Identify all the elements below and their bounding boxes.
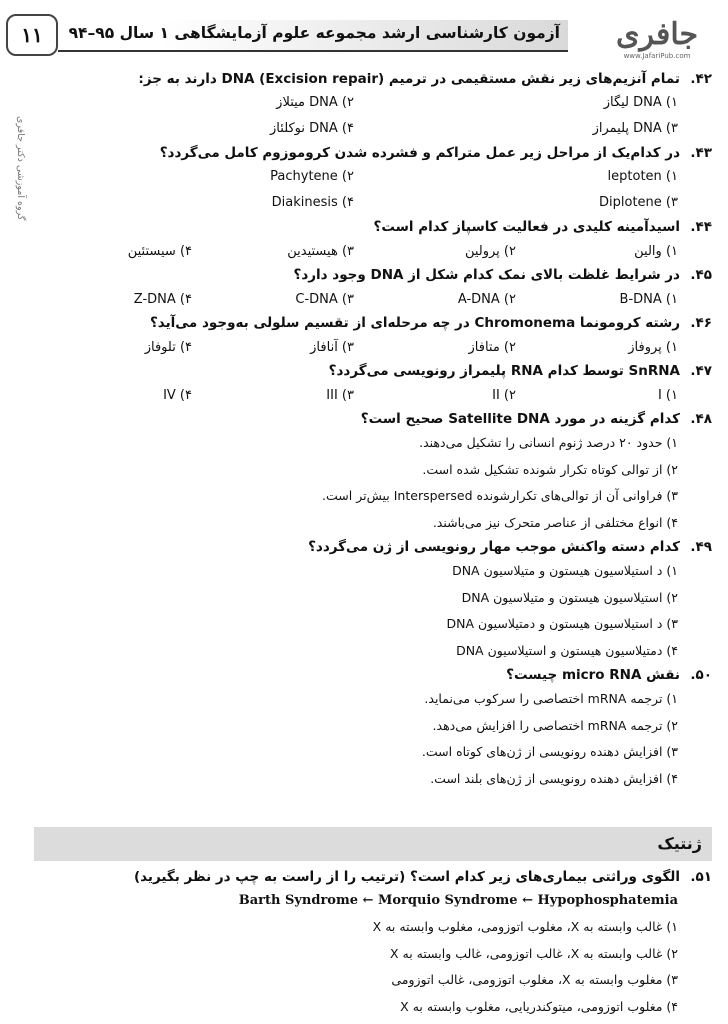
- question-text: [30, 408, 712, 430]
- question-number: ۴۲.: [690, 71, 712, 87]
- question-number: ۴۳.: [690, 145, 712, 161]
- option-2[interactable]: ۲) DNA میتلاز: [276, 95, 354, 110]
- option-2[interactable]: ۲) A-DNA: [457, 291, 516, 307]
- option-3[interactable]: ۳) C-DNA: [295, 291, 354, 307]
- question-number: ۴۴.: [690, 219, 712, 235]
- question-stem: نقش micro RNA چیست؟: [506, 667, 680, 683]
- option-4[interactable]: ۴) DNA نوکلئاز: [270, 121, 354, 136]
- question-stem: الگوی وراثتی بیماری‌های زیر کدام است؟ (ترتیب را از راست به چپ در نظر بگیرید): [133, 869, 680, 885]
- options-list: [30, 334, 712, 360]
- option-3[interactable]: ۳) Diplotene: [599, 195, 678, 210]
- question-block: [30, 536, 712, 664]
- option-1[interactable]: ۱) پروفاز: [628, 339, 678, 355]
- option-2[interactable]: ۲) Pachytene: [270, 169, 354, 184]
- question-block: [30, 142, 712, 216]
- option-3[interactable]: ۳) DNA پلیمراز: [592, 121, 678, 136]
- options-list: [30, 238, 712, 264]
- option-2[interactable]: ۲) II: [492, 387, 516, 403]
- option-1[interactable]: ۱) حدود ۲۰ درصد ژنوم انسانی را تشکیل می‌دهند.: [419, 435, 678, 450]
- options-list: [30, 90, 712, 142]
- side-watermark-text: گروه آموزشی دکتر جافری: [15, 115, 26, 220]
- question-text: [30, 142, 712, 164]
- options-list: [30, 382, 712, 408]
- page-title: آزمون کارشناسی ارشد مجموعه علوم آزمایشگاهی ۱ سال ۹۵–۹۴: [68, 24, 560, 42]
- option-2[interactable]: ۲) ترجمه mRNA اختصاصی را افزایش می‌دهد.: [432, 717, 678, 733]
- options-list: [30, 558, 712, 664]
- question-stem: تمام آنزیم‌های زیر نقش مستقیمی در ترمیم DNA (Excision repair) دارند به جز:: [138, 71, 680, 87]
- option-1[interactable]: ۱) leptoten: [607, 169, 678, 184]
- option-4[interactable]: ۴) Diakinesis: [271, 195, 354, 210]
- page-number: ۱۱: [21, 23, 43, 47]
- question-stem: کدام دسته واکنش موجب مهار رونویسی از ژن می‌گردد؟: [308, 539, 680, 555]
- section-title: ژنتیک: [657, 834, 702, 853]
- option-3[interactable]: ۳) III: [326, 387, 354, 403]
- question-stem: کدام گزینه در مورد Satellite DNA صحیح است؟: [360, 411, 680, 427]
- option-4[interactable]: ۴) دمتیلاسیون هیستون و استیلاسیون DNA: [456, 642, 678, 658]
- option-4[interactable]: ۴) IV: [163, 387, 192, 403]
- question-stem: SnRNA توسط کدام RNA پلیمراز رونویسی می‌گردد؟: [328, 363, 680, 379]
- option-3[interactable]: ۳) هیستیدین: [287, 243, 354, 259]
- question-text: [30, 216, 712, 238]
- question-block: [30, 312, 712, 360]
- question-text: [30, 536, 712, 558]
- question-stem: در کدام‌یک از مراحل زیر عمل متراکم و فشرده شدن کروموزوم کامل می‌گردد؟: [159, 145, 680, 161]
- options-list: [30, 164, 712, 216]
- question-number: ۴۵.: [690, 267, 712, 283]
- question-block: [30, 68, 712, 142]
- question-text: [30, 664, 712, 686]
- option-2[interactable]: ۲) استیلاسیون هیستون و متیلاسیون DNA: [461, 589, 678, 605]
- title-bar: [58, 16, 568, 52]
- question-text: [30, 312, 712, 334]
- questions-list: [30, 68, 712, 792]
- question-number: ۵۰.: [690, 667, 712, 683]
- page-header: [0, 0, 728, 70]
- logo-url: www.JafariPub.com: [623, 52, 691, 60]
- option-3[interactable]: ۳) د استیلاسیون هیستون و دمتیلاسیون DNA: [446, 616, 678, 631]
- question-stem: رشته کرومونما Chromonema در چه مرحله‌ای از تقسیم سلولی به‌وجود می‌آید؟: [149, 315, 680, 331]
- question-text: [30, 360, 712, 382]
- option-1[interactable]: ۱) د استیلاسیون هیستون و متیلاسیون DNA: [452, 563, 678, 578]
- question-number: ۵۱.: [690, 869, 712, 885]
- question-text: [30, 264, 712, 286]
- option-2[interactable]: ۲) پرولین: [464, 243, 516, 259]
- question-stem: در شرایط غلظت بالای نمک کدام شکل از DNA وجود دارد؟: [293, 267, 680, 283]
- option-4[interactable]: ۴) تلوفاز: [144, 339, 192, 355]
- page-number-badge: [6, 14, 58, 56]
- section-header-genetics: [34, 827, 712, 861]
- option-3[interactable]: ۳) مغلوب وابسته به X، مغلوب اتوزومی، غالب اتوزومی: [391, 972, 678, 987]
- options-list: [30, 686, 712, 792]
- options-list: [30, 430, 712, 536]
- option-4[interactable]: ۴) مغلوب اتوزومی، میتوکندریایی، مغلوب وابسته به X: [400, 998, 678, 1014]
- question-number: ۴۸.: [690, 411, 712, 427]
- option-3[interactable]: ۳) فراوانی آن از توالی‌های تکرارشونده Interspersed بیش‌تر است.: [322, 488, 678, 503]
- option-1[interactable]: ۱) B-DNA: [619, 291, 678, 307]
- option-3[interactable]: ۳) افزایش دهنده رونویسی از ژن‌های کوتاه است.: [421, 744, 678, 759]
- question-number: ۴۹.: [690, 539, 712, 555]
- question-text: [30, 68, 712, 90]
- question-51: [30, 866, 712, 1020]
- option-2[interactable]: ۲) از توالی کوتاه تکرار شونده تشکیل شده است.: [422, 461, 678, 477]
- option-1[interactable]: ۱) ترجمه mRNA اختصاصی را سرکوب می‌نماید.: [424, 691, 678, 706]
- question-block: [30, 664, 712, 792]
- option-2[interactable]: ۲) متافاز: [468, 339, 516, 355]
- question-block: [30, 408, 712, 536]
- question-number: ۴۷.: [690, 363, 712, 379]
- option-2[interactable]: ۲) غالب وابسته به X، غالب اتوزومی، غالب وابسته به X: [389, 945, 678, 961]
- question-block: [30, 360, 712, 408]
- option-1[interactable]: ۱) DNA لیگاز: [603, 95, 678, 110]
- question-stem: اسیدآمینه کلیدی در فعالیت کاسپاز کدام است؟: [373, 219, 680, 235]
- options-list: [30, 286, 712, 312]
- option-1[interactable]: ۱) والین: [634, 243, 678, 259]
- option-3[interactable]: ۳) آنافاز: [310, 339, 354, 355]
- option-4[interactable]: ۴) سیستئین: [127, 243, 192, 259]
- disease-sequence: Barth Syndrome ← Morquio Syndrome ← Hypophosphatemia: [238, 893, 678, 908]
- question-number: ۴۶.: [690, 315, 712, 331]
- question-text: [30, 866, 712, 888]
- question-block: [30, 264, 712, 312]
- option-4[interactable]: ۴) Z-DNA: [133, 291, 192, 307]
- option-1[interactable]: ۱) I: [657, 387, 678, 403]
- question-block: [30, 216, 712, 264]
- publisher-logo: [598, 18, 716, 68]
- option-4[interactable]: ۴) انواع مختلفی از عناصر متحرک نیز می‌باشند.: [432, 514, 678, 530]
- option-4[interactable]: ۴) افزایش دهنده رونویسی از ژن‌های بلند است.: [430, 770, 678, 786]
- logo-mark: جافری: [615, 17, 699, 52]
- options-list: [30, 914, 712, 1020]
- option-1[interactable]: ۱) غالب وابسته به X، مغلوب اتوزومی، مغلوب وابسته به X: [372, 919, 678, 934]
